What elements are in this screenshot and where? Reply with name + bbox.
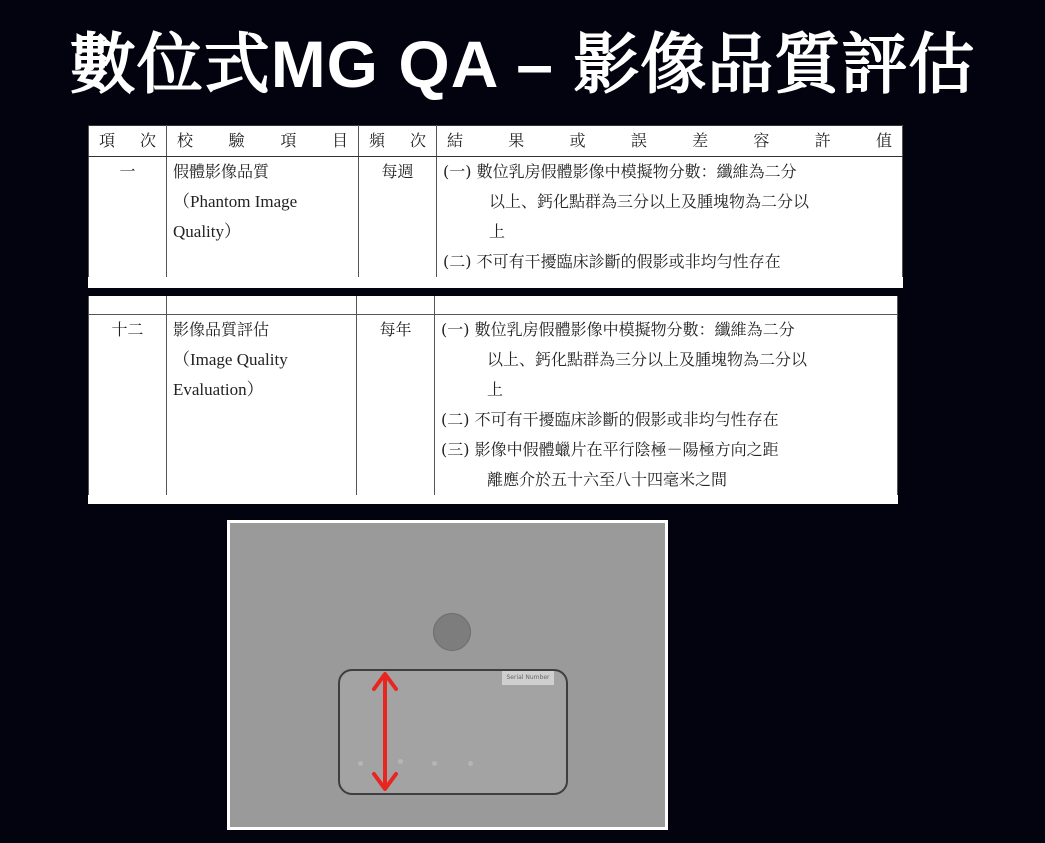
table-row: [89, 157, 903, 278]
criterion-line: 以上、鈣化點群為三分以上及腫塊物為二分以: [489, 192, 810, 211]
title-dash: –: [496, 27, 574, 101]
criterion-line: 以上、鈣化點群為三分以上及腫塊物為二分以: [487, 350, 808, 369]
check-item-en: Evaluation）: [173, 380, 264, 399]
frequency-cell: 每週: [359, 157, 437, 278]
row-number: 一: [89, 157, 167, 278]
phantom-image-frame: [227, 520, 668, 830]
criterion-line: (三) 影像中假體蠟片在平行陰極－陽極方向之距: [441, 440, 779, 459]
criterion-line: (一) 數位乳房假體影像中模擬物分數：纖維為二分: [443, 162, 797, 181]
row-number: 十二: [89, 315, 167, 496]
criterion-line: 上: [487, 380, 504, 399]
check-item-cell: [167, 315, 357, 496]
check-item-en: Quality）: [173, 222, 241, 241]
criterion-line: (二) 不可有干擾臨床診斷的假影或非均勻性存在: [443, 252, 781, 271]
check-item-en: （Phantom Image: [173, 192, 298, 211]
criteria-cell: [435, 315, 898, 496]
criterion-line: 上: [489, 222, 506, 241]
check-item-zh: 假體影像品質: [173, 162, 270, 181]
qa-table-weekly: [88, 125, 903, 292]
title-latin: MG QA: [270, 27, 497, 101]
phantom-xray-image: [230, 523, 665, 827]
header-item-no: 項 次: [89, 126, 167, 157]
qa-table-annual: [88, 296, 898, 504]
criterion-line: 離應介於五十六至八十四毫米之間: [487, 470, 728, 489]
criterion-line: (二) 不可有干擾臨床診斷的假影或非均勻性存在: [441, 410, 779, 429]
distance-arrow: [230, 523, 665, 827]
check-item-zh: 影像品質評估: [173, 320, 270, 339]
criteria-cell: [437, 157, 903, 278]
check-item-cell: [167, 157, 359, 278]
table-row: [89, 315, 898, 496]
table-header-row: [89, 126, 903, 157]
check-item-en: （Image Quality: [173, 350, 288, 369]
slide-title: [0, 14, 1045, 114]
header-tolerance: 結 果 或 誤 差 容 許 值: [437, 126, 903, 157]
frequency-cell: 每年: [357, 315, 435, 496]
serial-number-tag: Serial Number: [502, 671, 554, 685]
title-cjk-prefix: 數位式: [69, 25, 271, 103]
table-row-fragment: [89, 296, 898, 315]
header-frequency: 頻 次: [359, 126, 437, 157]
title-cjk-suffix: 影像品質評估: [573, 25, 976, 103]
criterion-line: (一) 數位乳房假體影像中模擬物分數：纖維為二分: [441, 320, 795, 339]
header-check-item: 校 驗 項 目: [167, 126, 359, 157]
